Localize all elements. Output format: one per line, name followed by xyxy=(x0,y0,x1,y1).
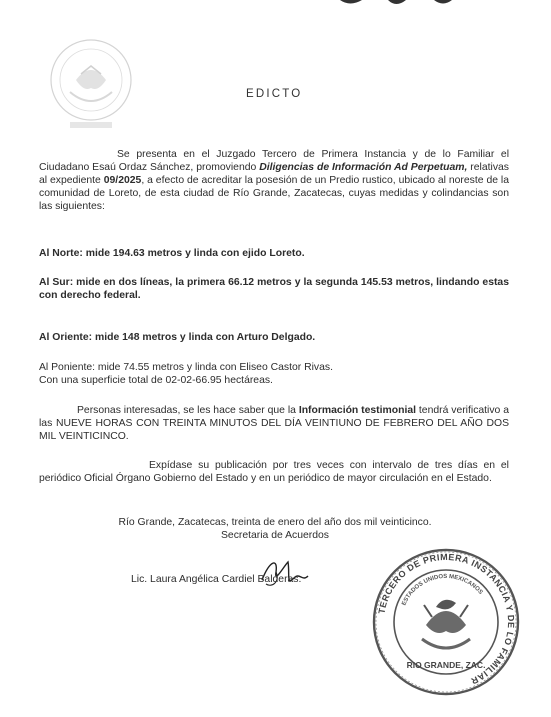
intro-bold-diligencias: Diligencias de Información Ad Perpetuam, xyxy=(259,162,468,173)
court-official-seal xyxy=(366,545,526,700)
boundary-east: Al Oriente: mide 148 metros y linda con Arturo Delgado. xyxy=(39,332,316,343)
intro-text-1: Se presenta en el Juzgado Tercero de Primera Instancia y de lo Familiar el Ciudadano Esaú Ordaz Sánchez, promoviendo xyxy=(39,149,509,173)
signer-name: Lic. Laura Angélica Cardiel Balderas. xyxy=(131,574,302,585)
intro-bold-expediente: 09/2025 xyxy=(103,175,142,186)
document-title: EDICTO xyxy=(246,88,303,100)
seal-city-text: RIO GRANDE, ZAC. xyxy=(406,660,486,670)
publication-order: Expídase su publicación por tres veces con intervalo de tres días en el periódico Oficial Órgano Gobierno del Estado y en un periódico de mayor circulación en el Estado. xyxy=(39,460,509,484)
hearing-notice xyxy=(39,404,509,443)
hearing-bold: Información testimonial xyxy=(298,405,417,416)
intro-paragraph xyxy=(39,148,509,213)
top-edge-marks xyxy=(340,0,480,8)
boundary-north: Al Norte: mide 194.63 metros y linda con ejido Loreto. xyxy=(39,248,305,259)
place-and-date: Río Grande, Zacatecas, treinta de enero del año dos mil veinticinco. xyxy=(118,517,432,528)
intro-text-3: , a efecto de acreditar la posesión de un Predio rustico, ubicado al noreste de la comunidad de Loreto, de esta ciudad de Río Grande, Zacatecas, cuyas medidas y colindancias son las siguientes: xyxy=(39,175,509,212)
hearing-text-2: tendrá verificativo a las NUEVE HORAS CON TREINTA MINUTOS DEL DÍA VEINTIUNO DE FEBRERO DEL AÑO DOS MIL VEINTICINCO. xyxy=(39,405,509,442)
boundary-west: Al Poniente: mide 74.55 metros y linda con Eliseo Castor Rivas. xyxy=(39,362,333,373)
seal-ring-text: TERCERO DE PRIMERA INSTANCIA Y DE LO FAMILIAR xyxy=(376,551,517,687)
total-area: Con una superficie total de 02-02-66.95 hectáreas. xyxy=(39,375,273,386)
boundary-south: Al Sur: mide en dos líneas, la primera 66.12 metros y la segunda 145.53 metros, lindando estas con derecho federal. xyxy=(39,277,509,301)
hearing-text-1: Personas interesadas, se les hace saber que la xyxy=(77,405,299,416)
intro-text-2: relativas al expediente xyxy=(39,162,509,186)
seal-inner-text: ESTADOS UNIDOS MEXICANOS xyxy=(401,573,484,607)
faint-coat-of-arms-seal xyxy=(46,30,136,135)
signer-title: Secretaria de Acuerdos xyxy=(220,530,329,541)
